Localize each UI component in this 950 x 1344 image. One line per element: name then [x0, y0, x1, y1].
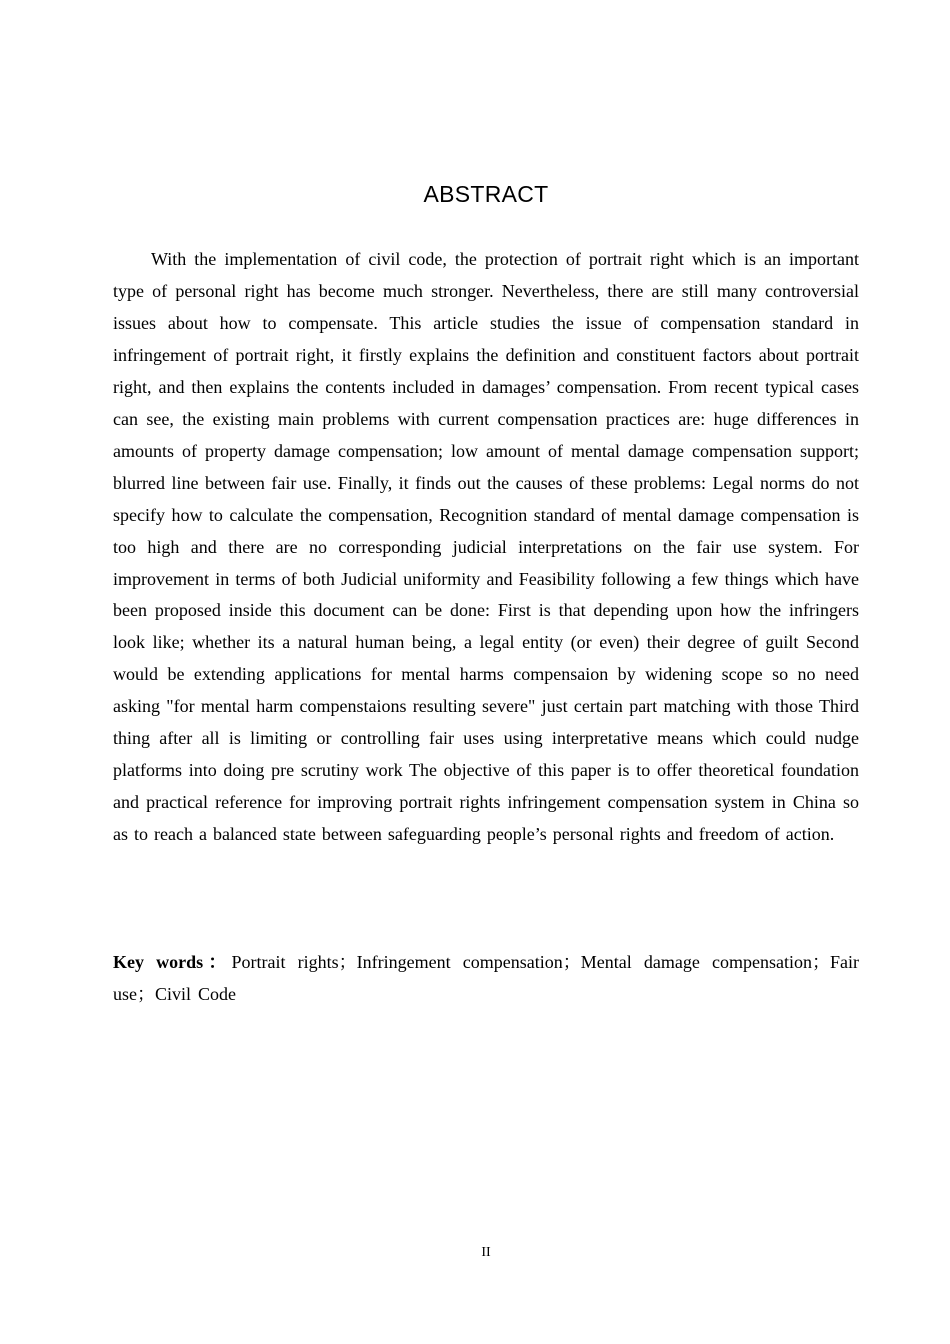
abstract-text: With the implementation of civil code, the protection of portrait right which is an important type of personal right has become much stronger. Nevertheless, there are still many controversial issues about how to compensate. This article studies the issue of compensation standard in infringement of portrait right, it firstly explains the definition and constituent factors about portrait right, and then explains the contents included in damages’ compensation. From recent typical cases can see, the existing main problems with current compensation practices are: huge differences in amounts of property damage compensation; low amount of mental damage compensation support; blurred line between fair use. Finally, it finds out the causes of these problems: Legal norms do not specify how to calculate the compensation, Recognition standard of mental damage compensation is too high and there are no corresponding judicial interpretations on the fair use system. For improvement in terms of both Judicial uniformity and Feasibility following a few things which have been proposed inside this document can be done: First is that depending upon how the infringers look like; whether its a natural human being, a legal entity (or even) their degree of guilt Second would be extending applications for mental harms compensaion by widening scope so no need asking "for mental harm compenstaions resulting severe" just certain part matching with those Third thing after all is limiting or controlling fair uses using interpretative means which could nudge platforms into doing pre scrutiny work The objective of this paper is to offer theoretical foundation and practical reference for improving portrait rights infringement compensation system in China so as to reach a balanced state between safeguarding people’s personal rights and freedom of action.	[113, 249, 859, 845]
keywords-text: Portrait rights；Infringement compensation；Mental damage compensation；Fair use；Civil Code	[113, 952, 859, 1004]
keywords-label: Key words：	[113, 952, 232, 972]
page-number: II	[481, 1245, 491, 1260]
keywords-line	[113, 947, 859, 1011]
page-title: ABSTRACT	[423, 181, 549, 207]
abstract-paragraph	[113, 244, 859, 851]
